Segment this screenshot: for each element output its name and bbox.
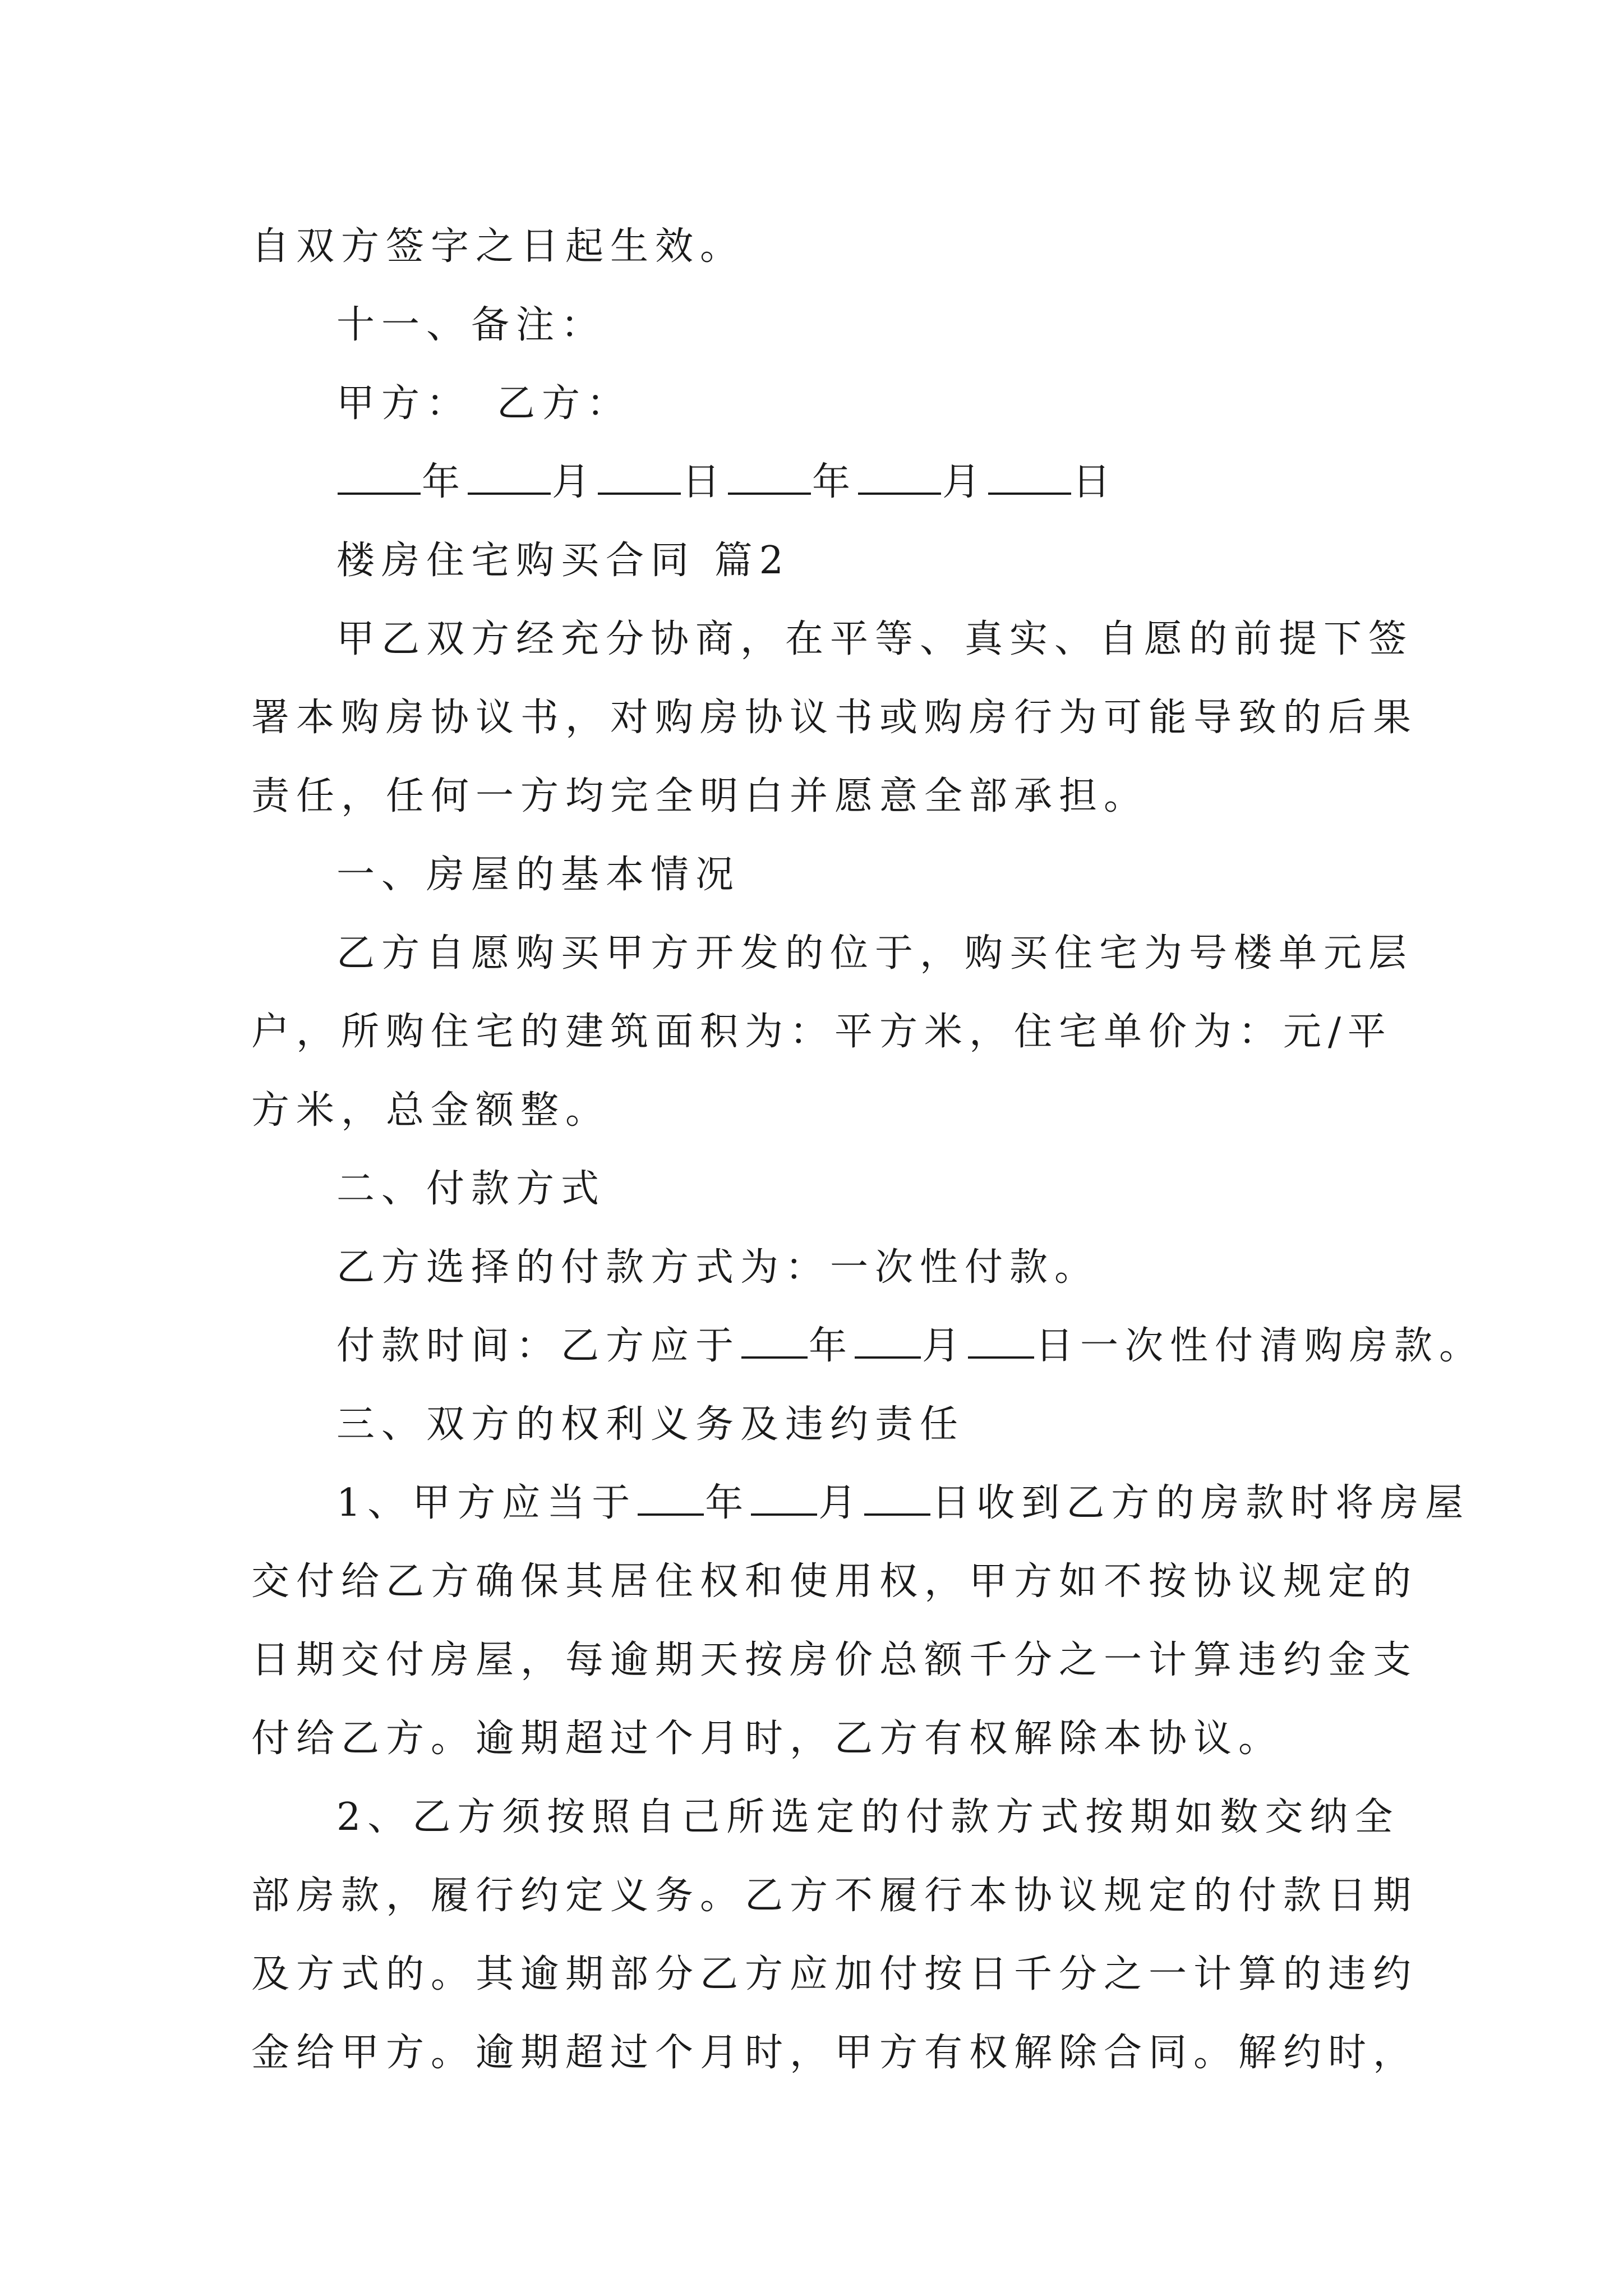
text-line: 交付给乙方确保其居住权和使用权，甲方如不按协议规定的	[251, 1559, 1418, 1604]
text-line: 甲乙双方经充分协商，在平等、真实、自愿的前提下签	[336, 617, 1414, 661]
blank-field	[728, 460, 811, 495]
clause-one-prefix: 1、甲方应当于	[336, 1481, 637, 1525]
payment-time-prefix: 付款时间：乙方应于	[336, 1324, 741, 1368]
text-line: 署本购房协议书，对购房协议书或购房行为可能导致的后果	[251, 696, 1418, 740]
text-line: 部房款，履行约定义务。乙方不履行本协议规定的付款日期	[251, 1874, 1418, 1918]
month-label: 月	[818, 1481, 864, 1525]
year-label: 年	[812, 460, 857, 504]
text-line: 乙方自愿购买甲方开发的位于，购买住宅为号楼单元层	[336, 931, 1414, 976]
text-line: 2、乙方须按照自己所选定的付款方式按期如数交纳全	[336, 1795, 1400, 1839]
text-line: 付给乙方。逾期超过个月时，乙方有权解除本协议。	[251, 1717, 1284, 1761]
year-label: 年	[809, 1324, 854, 1368]
text-line: 方米，总金额整。	[251, 1088, 611, 1133]
section-heading: 二、付款方式	[336, 1167, 606, 1211]
blank-field	[751, 1481, 817, 1516]
month-label: 月	[922, 1324, 967, 1368]
section-heading-remarks: 十一、备注：	[336, 303, 606, 347]
day-label: 日	[682, 460, 727, 504]
blank-field	[598, 460, 681, 495]
month-label: 月	[942, 460, 988, 504]
text-line: 户，所购住宅的建筑面积为：平方米，住宅单价为：元/平	[251, 1010, 1393, 1054]
day-label: 日	[1072, 460, 1118, 504]
text-line: 乙方选择的付款方式为：一次性付款。	[336, 1245, 1100, 1290]
date-line	[336, 443, 1117, 522]
blank-field	[741, 1324, 808, 1359]
text-line: 及方式的。其逾期部分乙方应加付按日千分之一计算的违约	[251, 1952, 1418, 1996]
text-line: 自双方签字之日起生效。	[251, 224, 745, 269]
text-line: 金给甲方。逾期超过个月时，甲方有权解除合同。解约时，	[251, 2031, 1418, 2075]
text-line: 责任，任何一方均完全明白并愿意全部承担。	[251, 774, 1149, 818]
month-label: 月	[552, 460, 597, 504]
text-line: 日期交付房屋，每逾期天按房价总额千分之一计算违约金支	[251, 1638, 1418, 1682]
section-heading: 三、双方的权利义务及违约责任	[336, 1402, 965, 1447]
blank-field	[638, 1481, 704, 1516]
year-label: 年	[422, 460, 467, 504]
section-heading: 一、房屋的基本情况	[336, 853, 741, 897]
document-title: 楼房住宅购买合同 篇2	[336, 539, 790, 583]
clause-one-suffix: 日收到乙方的房款时将房屋	[932, 1481, 1470, 1525]
blank-field	[968, 1324, 1034, 1359]
payment-time-suffix: 日一次性付清购房款。	[1035, 1324, 1484, 1368]
blank-field	[468, 460, 551, 495]
blank-field	[988, 460, 1071, 495]
signature-line: 甲方： 乙方：	[336, 381, 632, 426]
blank-field	[855, 1324, 921, 1359]
clause-one-line	[336, 1464, 1470, 1543]
year-label: 年	[705, 1481, 750, 1525]
blank-field	[858, 460, 941, 495]
payment-time-line	[336, 1307, 1484, 1386]
blank-field	[338, 460, 421, 495]
blank-field	[864, 1481, 930, 1516]
